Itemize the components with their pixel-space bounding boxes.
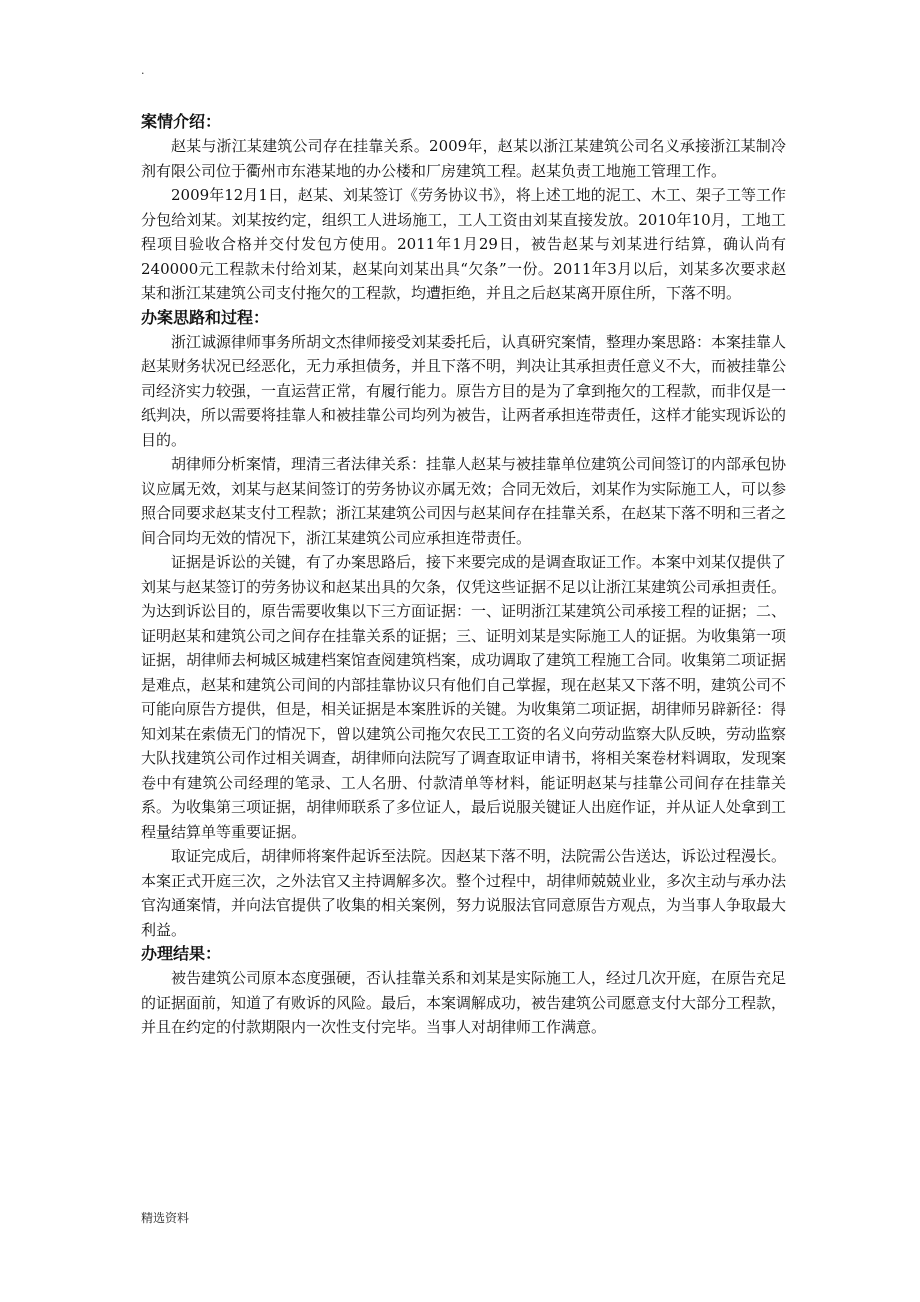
paragraph: 取证完成后，胡律师将案件起诉至法院。因赵某下落不明，法院需公告送达，诉讼过程漫长。本案正式开庭三次，之外法官又主持调解多次。整个过程中，胡律师兢兢业业，多次主动与承办法官沟通案情，并向法官提供了收集的相关案例，努力说服法官同意原告方观点，为当事人争取最大利益。 bbox=[141, 847, 787, 939]
header-dot: . bbox=[141, 64, 145, 77]
section-heading-approach: 办案思路和过程： bbox=[141, 307, 270, 327]
paragraph: 被告建筑公司原本态度强硬，否认挂靠关系和刘某是实际施工人，经过几次开庭，在原告充足的证据面前，知道了有败诉的风险。最后，本案调解成功，被告建筑公司愿意支付大部分工程款，并且在约定的付款期限内一次性支付完毕。当事人对胡律师工作满意。 bbox=[141, 969, 787, 1036]
section-heading-result: 办理结果： bbox=[141, 944, 222, 963]
paragraph: 浙江诚源律师事务所胡文杰律师接受刘某委托后，认真研究案情，整理办案思路：本案挂靠人赵某财务状况已经恶化，无力承担债务，并且下落不明，判决让其承担责任意义不大，而被挂靠公司经济实力较强，一直运营正常，有履行能力。原告方目的是为了拿到拖欠的工程款，而非仅是一纸判决，所以需要将挂靠人和被挂靠公司均列为被告，让两者承担连带责任，这样才能实现诉讼的目的。 bbox=[141, 332, 787, 449]
paragraph: 2009年12月1日，赵某、刘某签订《劳务协议书》，将上述工地的泥工、木工、架子工等工作分包给刘某。刘某按约定，组织工人进场施工，工人工资由刘某直接发放。2010年10月，工地工程项目验收合格并交付发包方使用。2011年1月29日，被告赵某与刘某进行结算，确认尚有240000元工程款未付给刘某，赵某向刘某出具“欠条”一份。2011年3月以后，刘某多次要求赵某和浙江某建筑公司支付拖欠的工程款，均遭拒绝，并且之后赵某离开原住所，下落不明。 bbox=[141, 186, 786, 302]
paragraph: 胡律师分析案情，理清三者法律关系：挂靠人赵某与被挂靠单位建筑公司间签订的内部承包协议应属无效，刘某与赵某间签订的劳务协议亦属无效；合同无效后，刘某作为实际施工人，可以参照合同要求赵某支付工程款；浙江某建筑公司因与赵某间存在挂靠关系，在赵某下落不明和三者之间合同均无效的情况下，浙江某建筑公司应承担连带责任。 bbox=[141, 455, 787, 547]
paragraph: 赵某与浙江某建筑公司存在挂靠关系。2009年，赵某以浙江某建筑公司名义承接浙江某制冷剂有限公司位于衢州市东港某地的办公楼和厂房建筑工程。赵某负责工地施工管理工作。 bbox=[141, 137, 786, 180]
page-footer: 精选资料 bbox=[141, 1211, 190, 1225]
section-heading-case-intro: 案情介绍： bbox=[141, 112, 222, 131]
document-body bbox=[141, 110, 786, 1040]
paragraph: 证据是诉讼的关键，有了办案思路后，接下来要完成的是调查取证工作。本案中刘某仅提供了刘某与赵某签订的劳务协议和赵某出具的欠条，仅凭这些证据不足以让浙江某建筑公司承担责任。为达到诉讼目的，原告需要收集以下三方面证据：一、证明浙江某建筑公司承接工程的证据；二、证明赵某和建筑公司之间存在挂靠关系的证据；三、证明刘某是实际施工人的证据。为收集第一项证据，胡律师去柯城区城建档案馆查阅建筑档案，成功调取了建筑工程施工合同。收集第二项证据是难点，赵某和建筑公司间的内部挂靠协议只有他们自己掌握，现在赵某又下落不明，建筑公司不可能向原告方提供，但是，相关证据是本案胜诉的关键。为收集第二项证据，胡律师另辟新径：得知刘某在索债无门的情况下，曾以建筑公司拖欠农民工工资的名义向劳动监察大队反映，劳动监察大队找建筑公司作过相关调查，胡律师向法院写了调查取证申请书，将相关案卷材料调取，发现案卷中有建筑公司经理的笔录、工人名册、付款清单等材料，能证明赵某与挂靠公司间存在挂靠关系。为收集第三项证据，胡律师联系了多位证人，最后说服关键证人出庭作证，并从证人处拿到工程量结算单等重要证据。 bbox=[141, 553, 787, 841]
